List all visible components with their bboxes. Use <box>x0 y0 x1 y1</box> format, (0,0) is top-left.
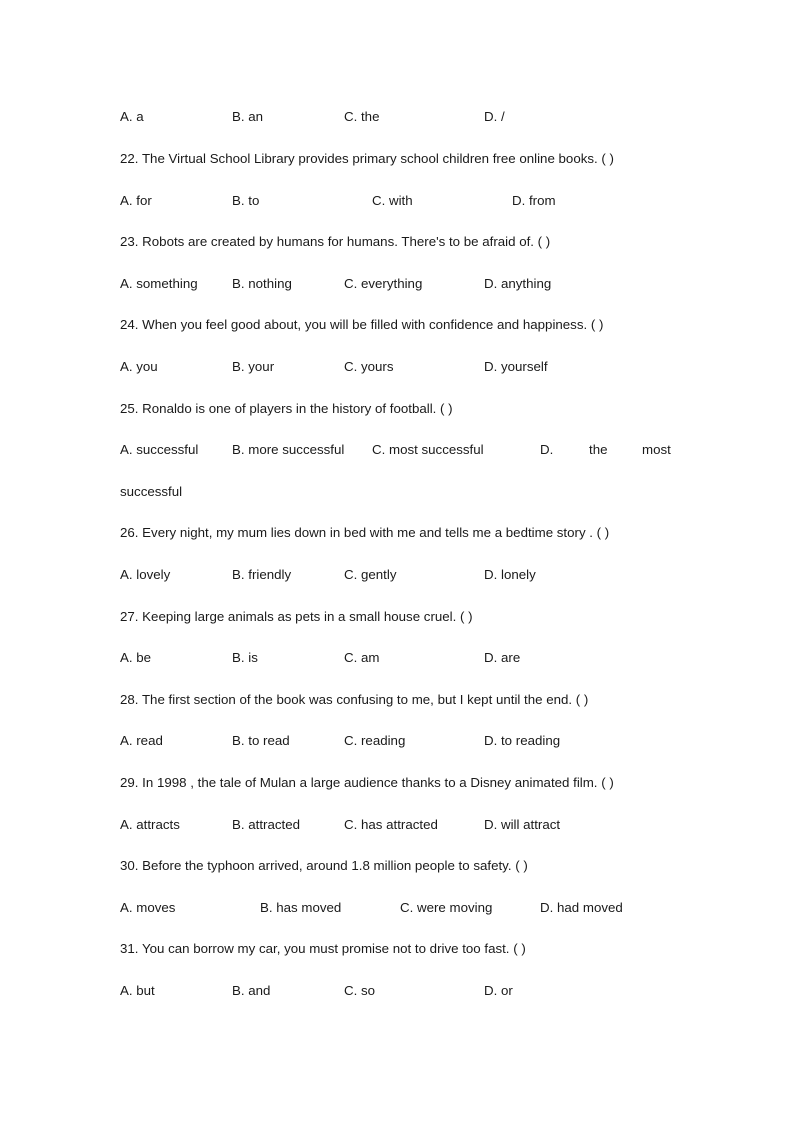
option-b: B. is <box>232 650 258 665</box>
option-a: A. lovely <box>120 567 171 582</box>
option-b: B. and <box>232 983 271 998</box>
option-d: D. lonely <box>484 567 536 582</box>
option-c: C. most successful <box>372 442 484 457</box>
option-d: D. to reading <box>484 733 561 748</box>
option-c: C. reading <box>344 733 406 748</box>
option-d: D. or <box>484 983 513 998</box>
question-31-text: 31. You can borrow my car, you must promise not to drive too fast. ( ) <box>120 941 526 956</box>
option-b: B. has moved <box>260 900 342 915</box>
question-30-text: 30. Before the typhoon arrived, around 1.8 million people to safety. ( ) <box>120 858 528 873</box>
option-c: C. am <box>344 650 380 665</box>
option-a: A. but <box>120 983 155 998</box>
question-28-text: 28. The first section of the book was confusing to me, but I kept until the end. ( ) <box>120 692 589 707</box>
question-29-text: 29. In 1998 , the tale of Mulan a large audience thanks to a Disney animated film. ( ) <box>120 775 614 790</box>
option-d-label: D. <box>540 442 554 457</box>
option-c: C. were moving <box>400 900 493 915</box>
option-b: B. more successful <box>232 442 345 457</box>
option-c: C. with <box>372 193 413 208</box>
option-d: D. are <box>484 650 521 665</box>
option-c: C. so <box>344 983 376 998</box>
option-a: A. attracts <box>120 817 180 832</box>
option-d: D. will attract <box>484 817 561 832</box>
option-b: B. to read <box>232 733 290 748</box>
option-b: B. nothing <box>232 276 292 291</box>
option-d: D. yourself <box>484 359 548 374</box>
option-d: D. anything <box>484 276 552 291</box>
question-22-text: 22. The Virtual School Library provides primary school children free online books. ( ) <box>120 151 614 166</box>
option-a: A. be <box>120 650 152 665</box>
option-a: A. a <box>120 109 144 124</box>
option-a: A. you <box>120 359 158 374</box>
option-b: B. an <box>232 109 264 124</box>
option-a: A. for <box>120 193 152 208</box>
option-d-word-1: the <box>589 442 608 457</box>
option-a: A. moves <box>120 900 176 915</box>
option-d-continuation: successful <box>120 484 183 499</box>
option-b: B. friendly <box>232 567 292 582</box>
question-24-text: 24. When you feel good about, you will be filled with confidence and happiness. ( ) <box>120 317 604 332</box>
option-a: A. successful <box>120 442 199 457</box>
option-c: C. the <box>344 109 380 124</box>
option-d-word-2: most <box>642 442 671 457</box>
option-c: C. has attracted <box>344 817 438 832</box>
option-d: D. had moved <box>540 900 623 915</box>
option-b: B. your <box>232 359 275 374</box>
option-c: C. gently <box>344 567 397 582</box>
question-26-text: 26. Every night, my mum lies down in bed with me and tells me a bedtime story . ( ) <box>120 525 610 540</box>
question-25-text: 25. Ronaldo is one of players in the history of football. ( ) <box>120 401 453 416</box>
option-d: D. from <box>512 193 556 208</box>
option-b: B. to <box>232 193 260 208</box>
question-23-text: 23. Robots are created by humans for humans. There's to be afraid of. ( ) <box>120 234 551 249</box>
option-a: A. read <box>120 733 163 748</box>
option-c: C. everything <box>344 276 423 291</box>
question-27-text: 27. Keeping large animals as pets in a small house cruel. ( ) <box>120 609 473 624</box>
option-b: B. attracted <box>232 817 300 832</box>
option-d: D. / <box>484 109 505 124</box>
option-c: C. yours <box>344 359 394 374</box>
option-a: A. something <box>120 276 198 291</box>
